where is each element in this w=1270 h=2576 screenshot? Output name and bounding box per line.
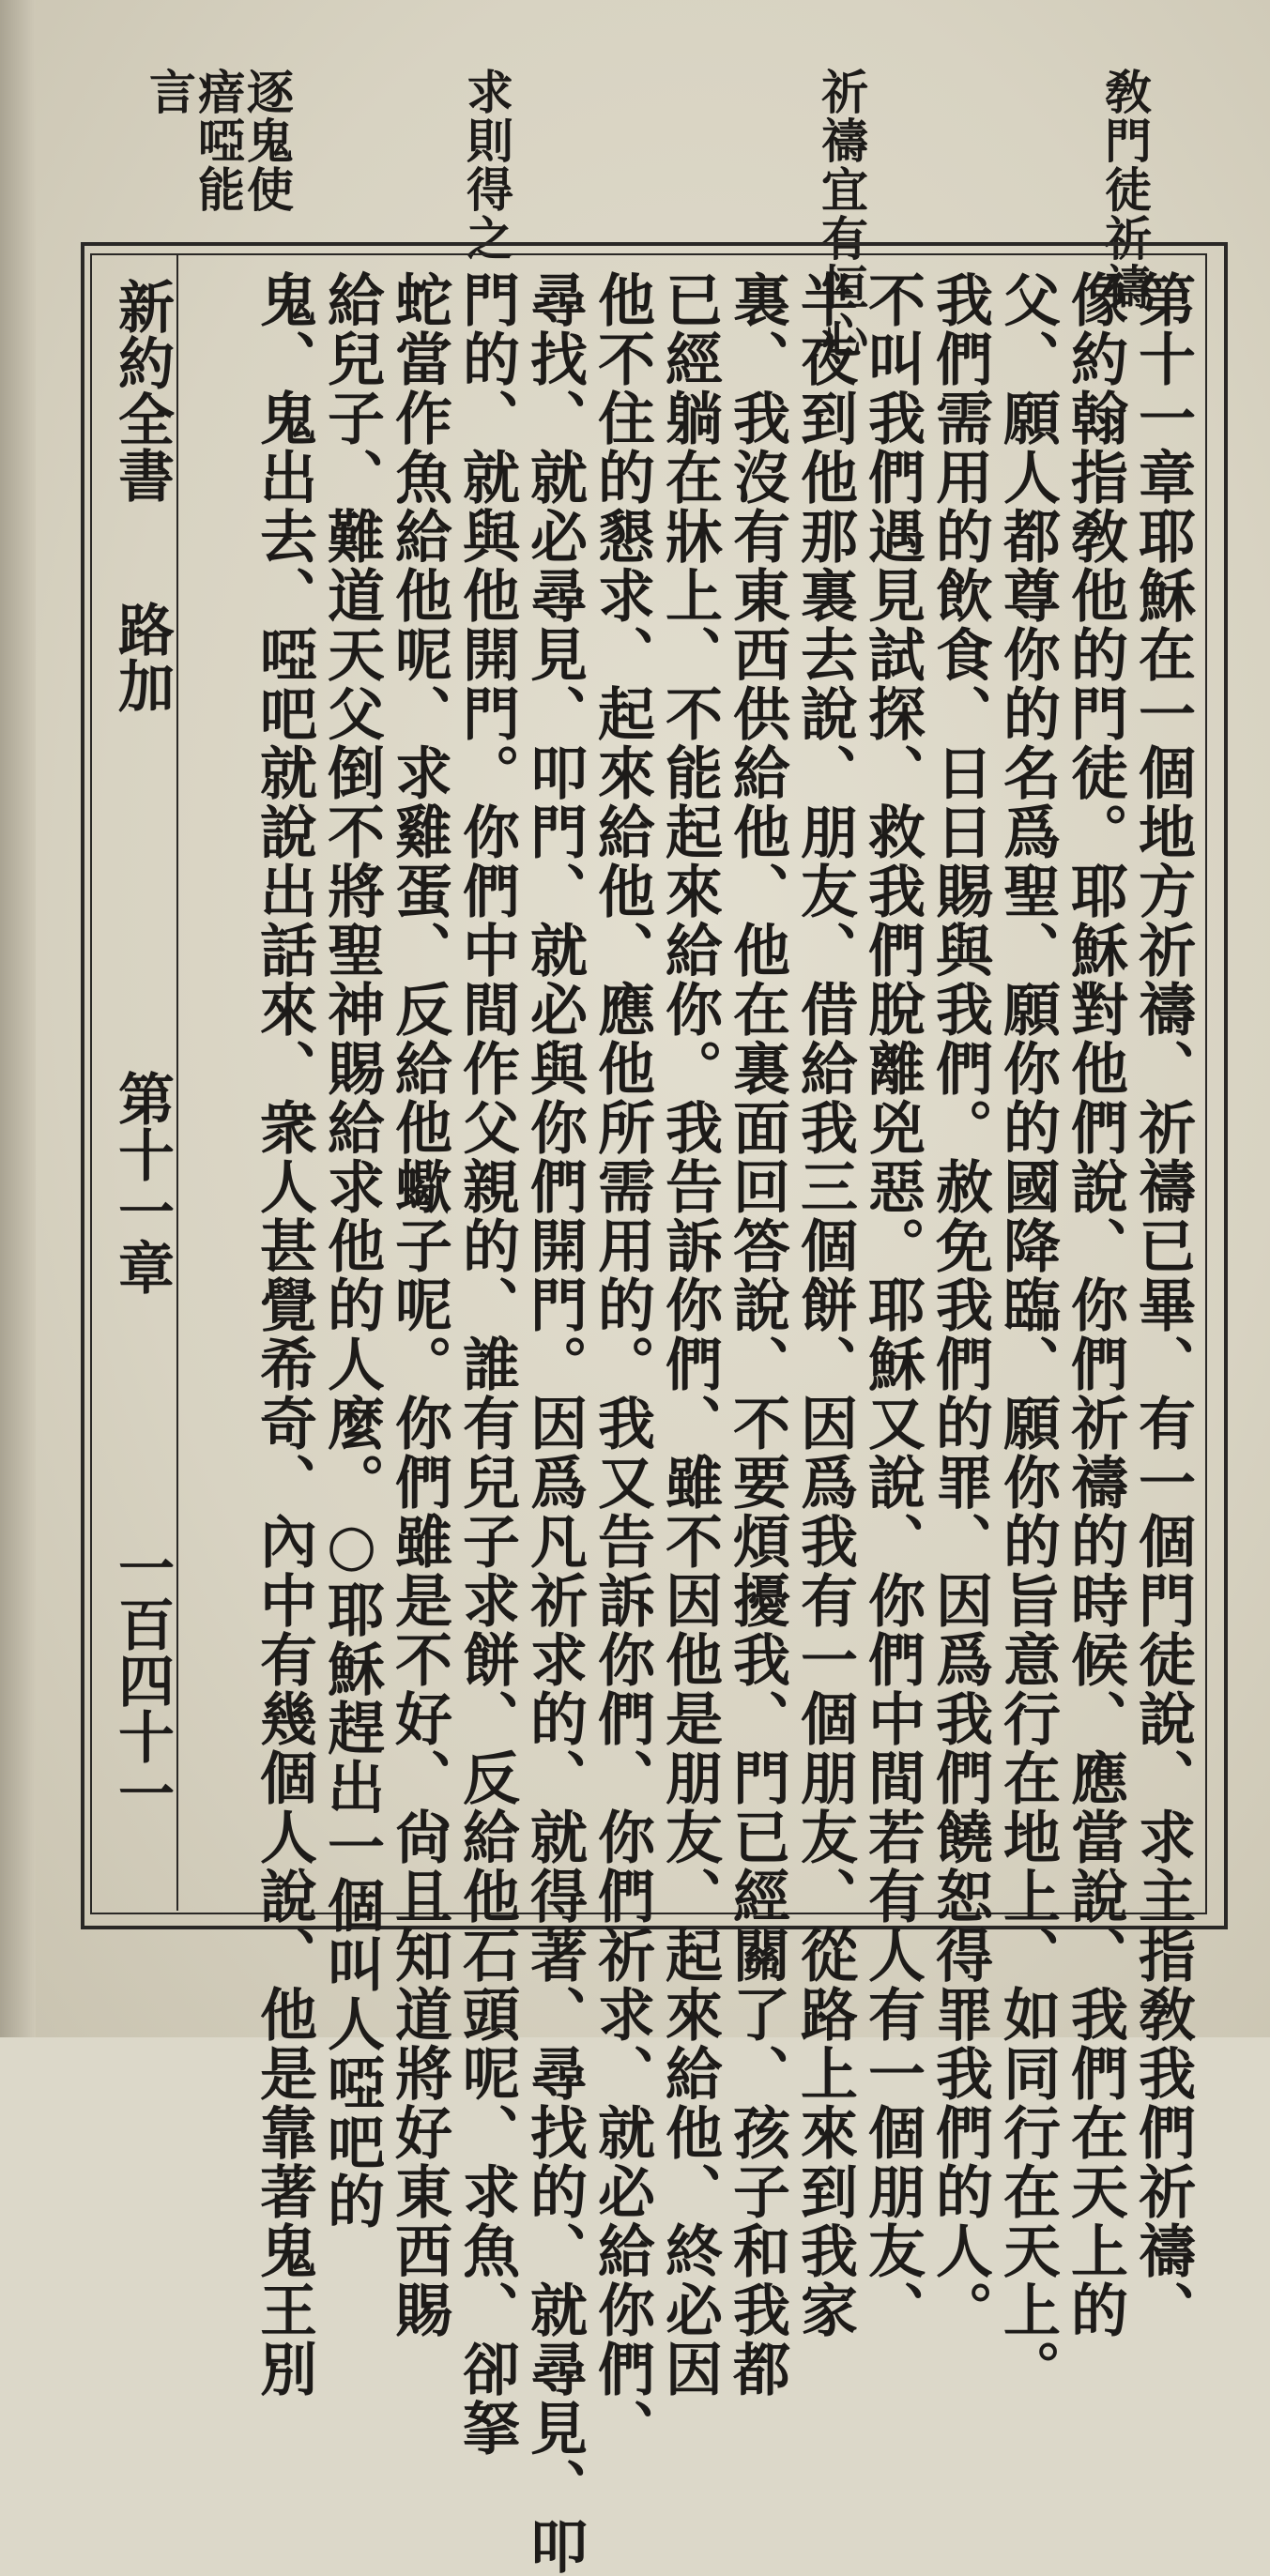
page-edge-shadow <box>0 0 36 2037</box>
body-column: 鬼、鬼出去、啞吧就說出話來、衆人甚覺希奇、內中有幾個人說、他是靠著鬼王別 <box>251 270 317 2399</box>
margin-note: 敎門徒祈禱 <box>1097 68 1153 312</box>
section-title: 路加 <box>109 601 175 713</box>
chapter-label: 第十一章 <box>109 1070 175 1295</box>
margin-note: 祈禱宜有恒心 <box>814 68 869 360</box>
body-column: 已經躺在牀上、不能起來給你。我告訴你們、雖不因他是朋友、起來給他、終必因 <box>656 270 723 2399</box>
page-number: 一百四十一 <box>109 1539 175 1821</box>
body-column: 像約翰指敎他的門徒。耶穌對他們說、你們祈禱的時候、應當說、我們在天上的 <box>1062 270 1128 2340</box>
body-column: 父、願人都尊你的名爲聖、願你的國降臨、願你的旨意行在地上、如同行在天上。 <box>994 270 1061 2399</box>
body-column: 他不住的懇求、起來給他、應他所需用的。我又告訴你們、你們祈求、就必給你們、 <box>589 270 655 2458</box>
body-column: 裏、我沒有東西供給他、他在裏面回答說、不要煩擾我、門已經關了、孩子和我都 <box>724 270 790 2399</box>
book-title: 新約全書 <box>109 278 175 503</box>
body-column: 門的、就與他開門。你們中間作父親的、誰有兒子求餅、反給他石頭呢、求魚、卻拏 <box>453 270 520 2458</box>
margin-note: 逐鬼使瘖啞能言 <box>142 68 295 214</box>
body-column: 半夜到他那裏去說、朋友、借給我三個餅、因爲我有一個朋友、從路上來到我家 <box>791 270 858 2340</box>
body-column: 蛇當作魚給他呢、求雞蛋、反給他蠍子呢。你們雖是不好、尙且知道將好東西賜 <box>386 270 452 2340</box>
body-column: 尋找、就必尋見、叩門、就必與你們開門。因爲凡祈求的、就得著、尋找的、就尋見、叩 <box>521 270 588 2576</box>
body-column: 不叫我們遇見試探、救我們脫離兇惡。耶穌又說、你們中間若有人有一個朋友、 <box>859 270 926 2340</box>
body-column: 我們需用的飲食、日日賜與我們。赦免我們的罪、因爲我們饒恕得罪我們的人。 <box>926 270 993 2340</box>
margin-note: 求則得之 <box>459 68 514 263</box>
body-column: 給兒子、難道天父倒不將聖神賜給求他的人麼。○耶穌趕出一個叫人啞吧的 <box>318 270 385 2231</box>
body-column: 第十一章耶穌在一個地方祈禱、祈禱已畢、有一個門徒說、求主指敎我們祈禱、 <box>1129 270 1196 2340</box>
